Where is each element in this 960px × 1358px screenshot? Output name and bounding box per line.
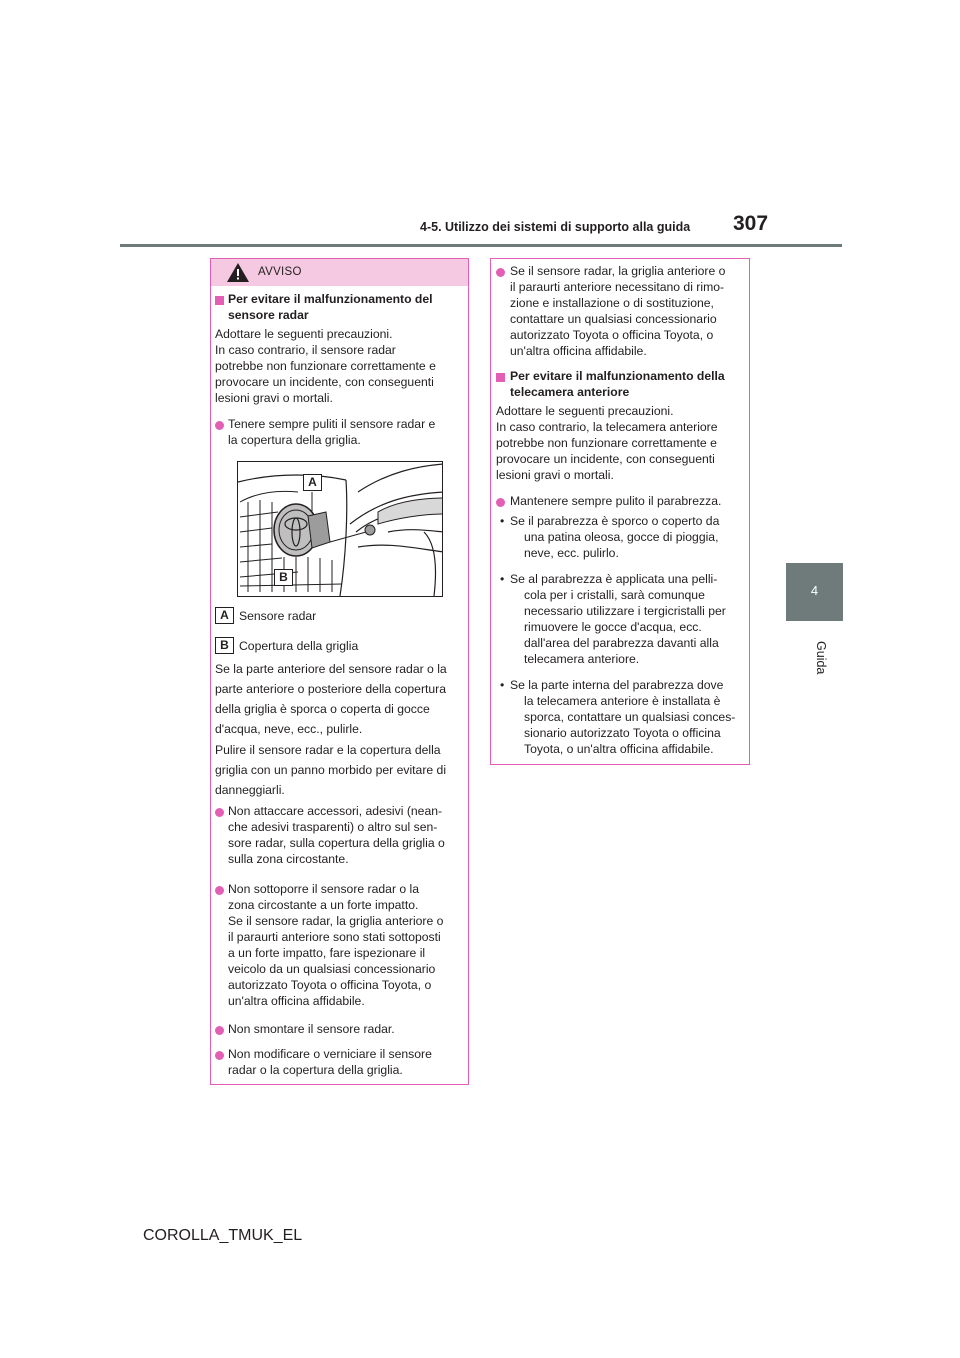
bullet-dot-icon — [215, 1051, 224, 1060]
legend-a-box: A — [215, 607, 234, 624]
bullet-dot-icon — [496, 498, 505, 507]
chapter-number: 4 — [810, 583, 819, 598]
warning-box-right: Se il sensore radar, la griglia anteriore o il paraurti anteriore necessitano di rimo- zione e installazione o di sostituzione, contattare un qualsiasi concessionario autorizzato Toyota o officina Toyota, o un'altra officina affidabile. Per evitare il malfunzionamento della telecamera anteriore Adottare le seguenti precauzioni. In caso contrario, la telecamera anteriore potrebbe non funzionare correttamente e provocare un incidente, con conseguenti lesioni gravi o mortali. Mantenere sempre pulito il parabrezza. • Se il parabrezza è sporco o coperto da una patina oleosa, gocce di pioggia, neve, ecc. pulirlo. • Se al parabrezza è applicata una pelli- cola per i cristalli, sarà comunque necessario utilizzare i tergicristalli per rimuovere le gocce d'acqua, ecc. dall'area del parabrezza davanti alla telecamera anteriore. • Se la parte interna del parabrezza dove la telecamera anteriore è installata è sporca, contattare un qualsiasi conces- sionario autorizzato Toyota o officina Toyota, o un'altra officina affidabile. — [490, 258, 750, 765]
bullet-dot-icon — [215, 808, 224, 817]
legend-a-text: Sensore radar — [239, 609, 317, 623]
square-bullet-icon — [496, 373, 505, 382]
legend-b-text: Copertura della griglia — [239, 639, 359, 653]
chapter-label: Guida — [814, 641, 828, 675]
warning-triangle-icon — [227, 263, 249, 282]
bullet-windshield: Mantenere sempre pulito il parabrezza. — [510, 494, 722, 508]
radar-heading: Per evitare il malfunzionamento del sensore radar — [228, 292, 433, 322]
car-front-drawing — [238, 462, 443, 597]
sub-bullet-marker: • — [500, 572, 505, 586]
radar-illustration — [237, 461, 443, 597]
bullet-dot-icon — [215, 421, 224, 430]
document-code: COROLLA_TMUK_EL — [143, 1227, 303, 1244]
section-title: 4-5. Utilizzo dei sistemi di supporto alla guida — [420, 220, 691, 234]
bullet-dot-icon — [496, 268, 505, 277]
square-bullet-icon — [215, 296, 224, 305]
legend-b-box: B — [215, 637, 234, 654]
bullet-dot-icon — [215, 1026, 224, 1035]
page-number: 307 — [733, 212, 769, 235]
warning-header — [211, 259, 468, 286]
bullet-dot-icon — [215, 886, 224, 895]
chapter-tab — [786, 563, 843, 621]
header-rule — [120, 244, 842, 247]
warning-title: AVVISO — [258, 266, 302, 278]
sub-bullet-marker: • — [500, 678, 505, 692]
callout-a: A — [303, 474, 322, 491]
warning-box-left: AVVISO Per evitare il malfunzionamento del sensore radar Adottare le seguenti precauzioni. In caso contrario, il sensore radar potrebbe non funzionare correttamente e provocare un incidente, con conseguenti lesioni gravi o mortali. Tenere sempre puliti il sensore radar e la copertura della griglia. Non attaccare accessori, adesivi (nean- che adesivi trasparenti) o altro sul sen- sore radar, sulla copertura della griglia o sulla zona circostante. Non sottoporre il sensore radar o la zona circostante a un forte impatto. Se il sensore radar, la griglia anteriore o il paraurti anteriore sono stati sottoposti a un forte impatto, fare ispezionare il veicolo da un qualsiasi concessionario autorizzato Toyota o officina Toyota, o un'altra officina affidabile. Non smontare il sensore radar. Non modificare o verniciare il sensore radar o la copertura della griglia. — [210, 258, 469, 1085]
camera-heading: Per evitare il malfunzionamento della telecamera anteriore — [510, 369, 725, 399]
sub-bullet-marker: • — [500, 514, 505, 528]
callout-b: B — [274, 569, 293, 586]
bullet-no-disassembly: Non smontare il sensore radar. — [228, 1022, 395, 1036]
